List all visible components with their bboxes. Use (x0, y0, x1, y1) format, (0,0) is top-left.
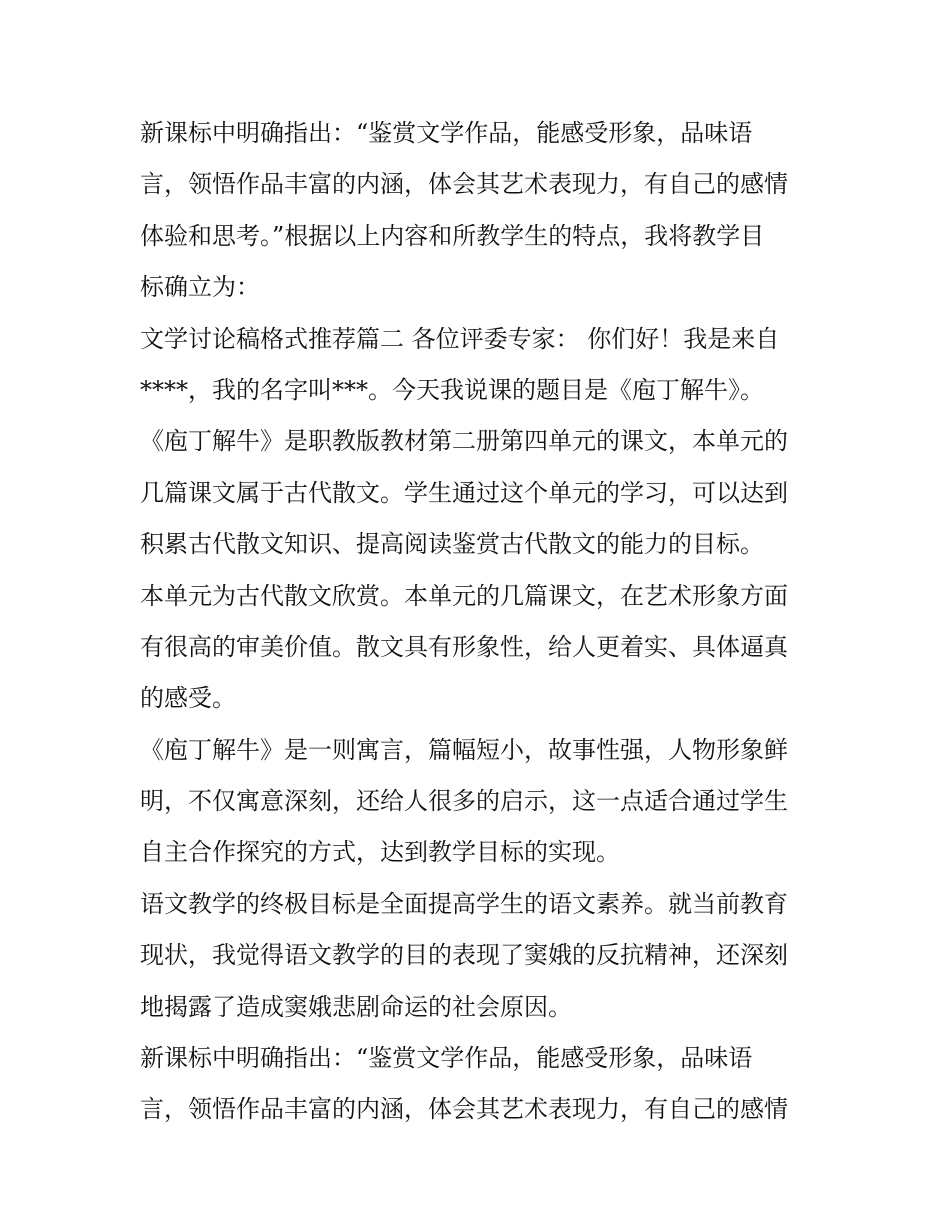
text-line: 新课标中明确指出：“鉴赏文学作品，能感受形象，品味语 (140, 1044, 753, 1073)
text-line: 言，领悟作品丰富的内涵，体会其艺术表现力，有自己的感情 (140, 170, 788, 199)
text-line: 言，领悟作品丰富的内涵，体会其艺术表现力，有自己的感情 (140, 1095, 788, 1124)
text-line: ****，我的名字叫***。今天我说课的题目是《庖丁解牛》。 (140, 375, 764, 404)
text-line: 《庖丁解牛》是一则寓言，篇幅短小，故事性强，人物形象鲜 (140, 735, 788, 764)
text-line: 几篇课文属于古代散文。学生通过这个单元的学习，可以达到 (140, 478, 788, 507)
text-line: 语文教学的终极目标是全面提高学生的语文素养。就当前教育 (140, 889, 788, 918)
text-line: 自主合作探究的方式，达到教学目标的实现。 (140, 838, 620, 867)
text-line: 体验和思考。”根据以上内容和所教学生的特点，我将教学目 (140, 221, 765, 250)
text-line: 《庖丁解牛》是职教版教材第二册第四单元的课文，本单元的 (140, 427, 788, 456)
text-line: 现状，我觉得语文教学的目的表现了窦娥的反抗精神，还深刻 (140, 941, 788, 970)
text-line: 积累古代散文知识、提高阅读鉴赏古代散文的能力的目标。 (140, 530, 764, 559)
text-line: 标确立为： (140, 273, 260, 302)
text-line: 本单元为古代散文欣赏。本单元的几篇课文，在艺术形象方面 (140, 581, 788, 610)
text-line: 地揭露了造成窦娥悲剧命运的社会原因。 (140, 992, 572, 1021)
text-line: 的感受。 (140, 684, 236, 713)
text-line: 明，不仅寓意深刻，还给人很多的启示，这一点适合通过学生 (140, 787, 788, 816)
text-line: 有很高的审美价值。散文具有形象性，给人更着实、具体逼真 (140, 632, 788, 661)
text-line: 新课标中明确指出：“鉴赏文学作品，能感受形象，品味语 (140, 119, 753, 147)
document-body (140, 108, 830, 1136)
text-line: 文学讨论稿格式推荐篇二 各位评委专家： 你们好！我是来自 (140, 324, 780, 353)
